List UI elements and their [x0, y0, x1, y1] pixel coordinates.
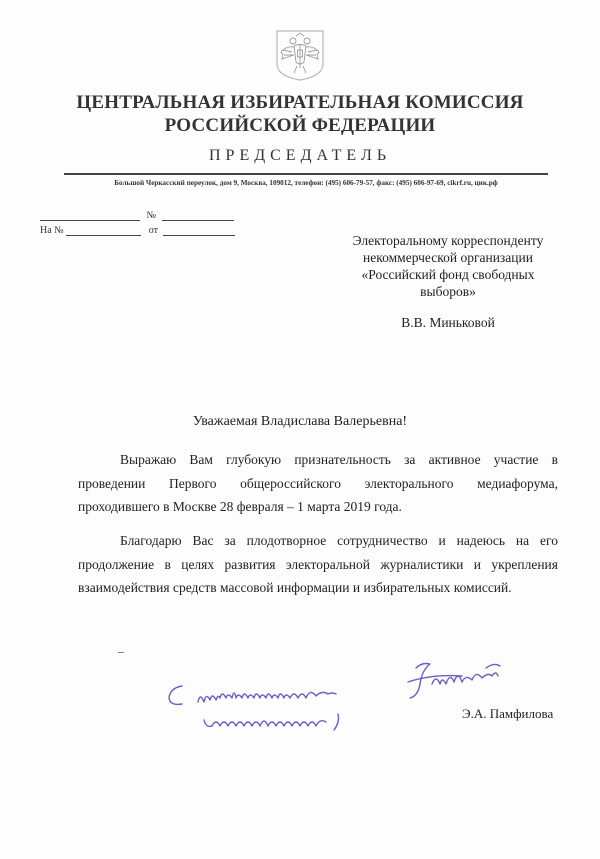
salutation: Уважаемая Владислава Валерьевна! [192, 414, 408, 429]
recipient-name: В.В. Миньковой [401, 315, 495, 330]
address-line: Большой Черкасский переулок, дом 9, Москва, 109012, телефон: (495) 606-79-57, факс: (495) 606-97-69, cikrf.ru, цик.рф [114, 179, 498, 187]
recipient-line: некоммерческой организации [363, 250, 533, 265]
signer-name: Э.А. Памфилова [462, 706, 554, 721]
outgoing-number-row [40, 210, 234, 221]
org-name-line-1: ЦЕНТРАЛЬНАЯ ИЗБИРАТЕЛЬНАЯ КОМИССИЯ [76, 92, 524, 113]
header-divider [64, 173, 548, 175]
number-sign-label: № [146, 210, 157, 221]
organization-name [0, 91, 600, 137]
org-name-line-2: РОССИЙСКОЙ ФЕДЕРАЦИИ [164, 115, 436, 136]
from-label: от [148, 225, 158, 236]
body-paragraph: Выражаю Вам глубокую признательность за активное участие в проведении Первого общероссийского электорального медиафорума, проходившего в Москве 28 февраля – 1 марта 2019 года. [78, 452, 558, 514]
recipient-block [336, 232, 560, 300]
date-blank [40, 210, 140, 221]
handwritten-note [160, 676, 360, 748]
recipient-line: «Российский фонд свободных [361, 267, 535, 282]
eagle-emblem-icon [274, 28, 326, 82]
reply-to-row [40, 225, 235, 236]
recipient-line: Электоральному корреспонденту [352, 233, 544, 248]
body-paragraph: Благодарю Вас за плодотворное сотрудничество и надеюсь на его продолжение в целях развития электоральной журналистики и укрепления взаимодействия средств массовой информации и избирательных комиссий. [78, 533, 558, 595]
stray-mark [118, 652, 124, 653]
signature [402, 656, 512, 710]
reply-date-blank [163, 225, 235, 236]
position-title: ПРЕДСЕДАТЕЛЬ [208, 147, 392, 164]
reply-to-label: На № [40, 225, 64, 236]
reply-number-blank [66, 225, 141, 236]
recipient-line: выборов» [420, 284, 476, 299]
number-blank [162, 210, 234, 221]
